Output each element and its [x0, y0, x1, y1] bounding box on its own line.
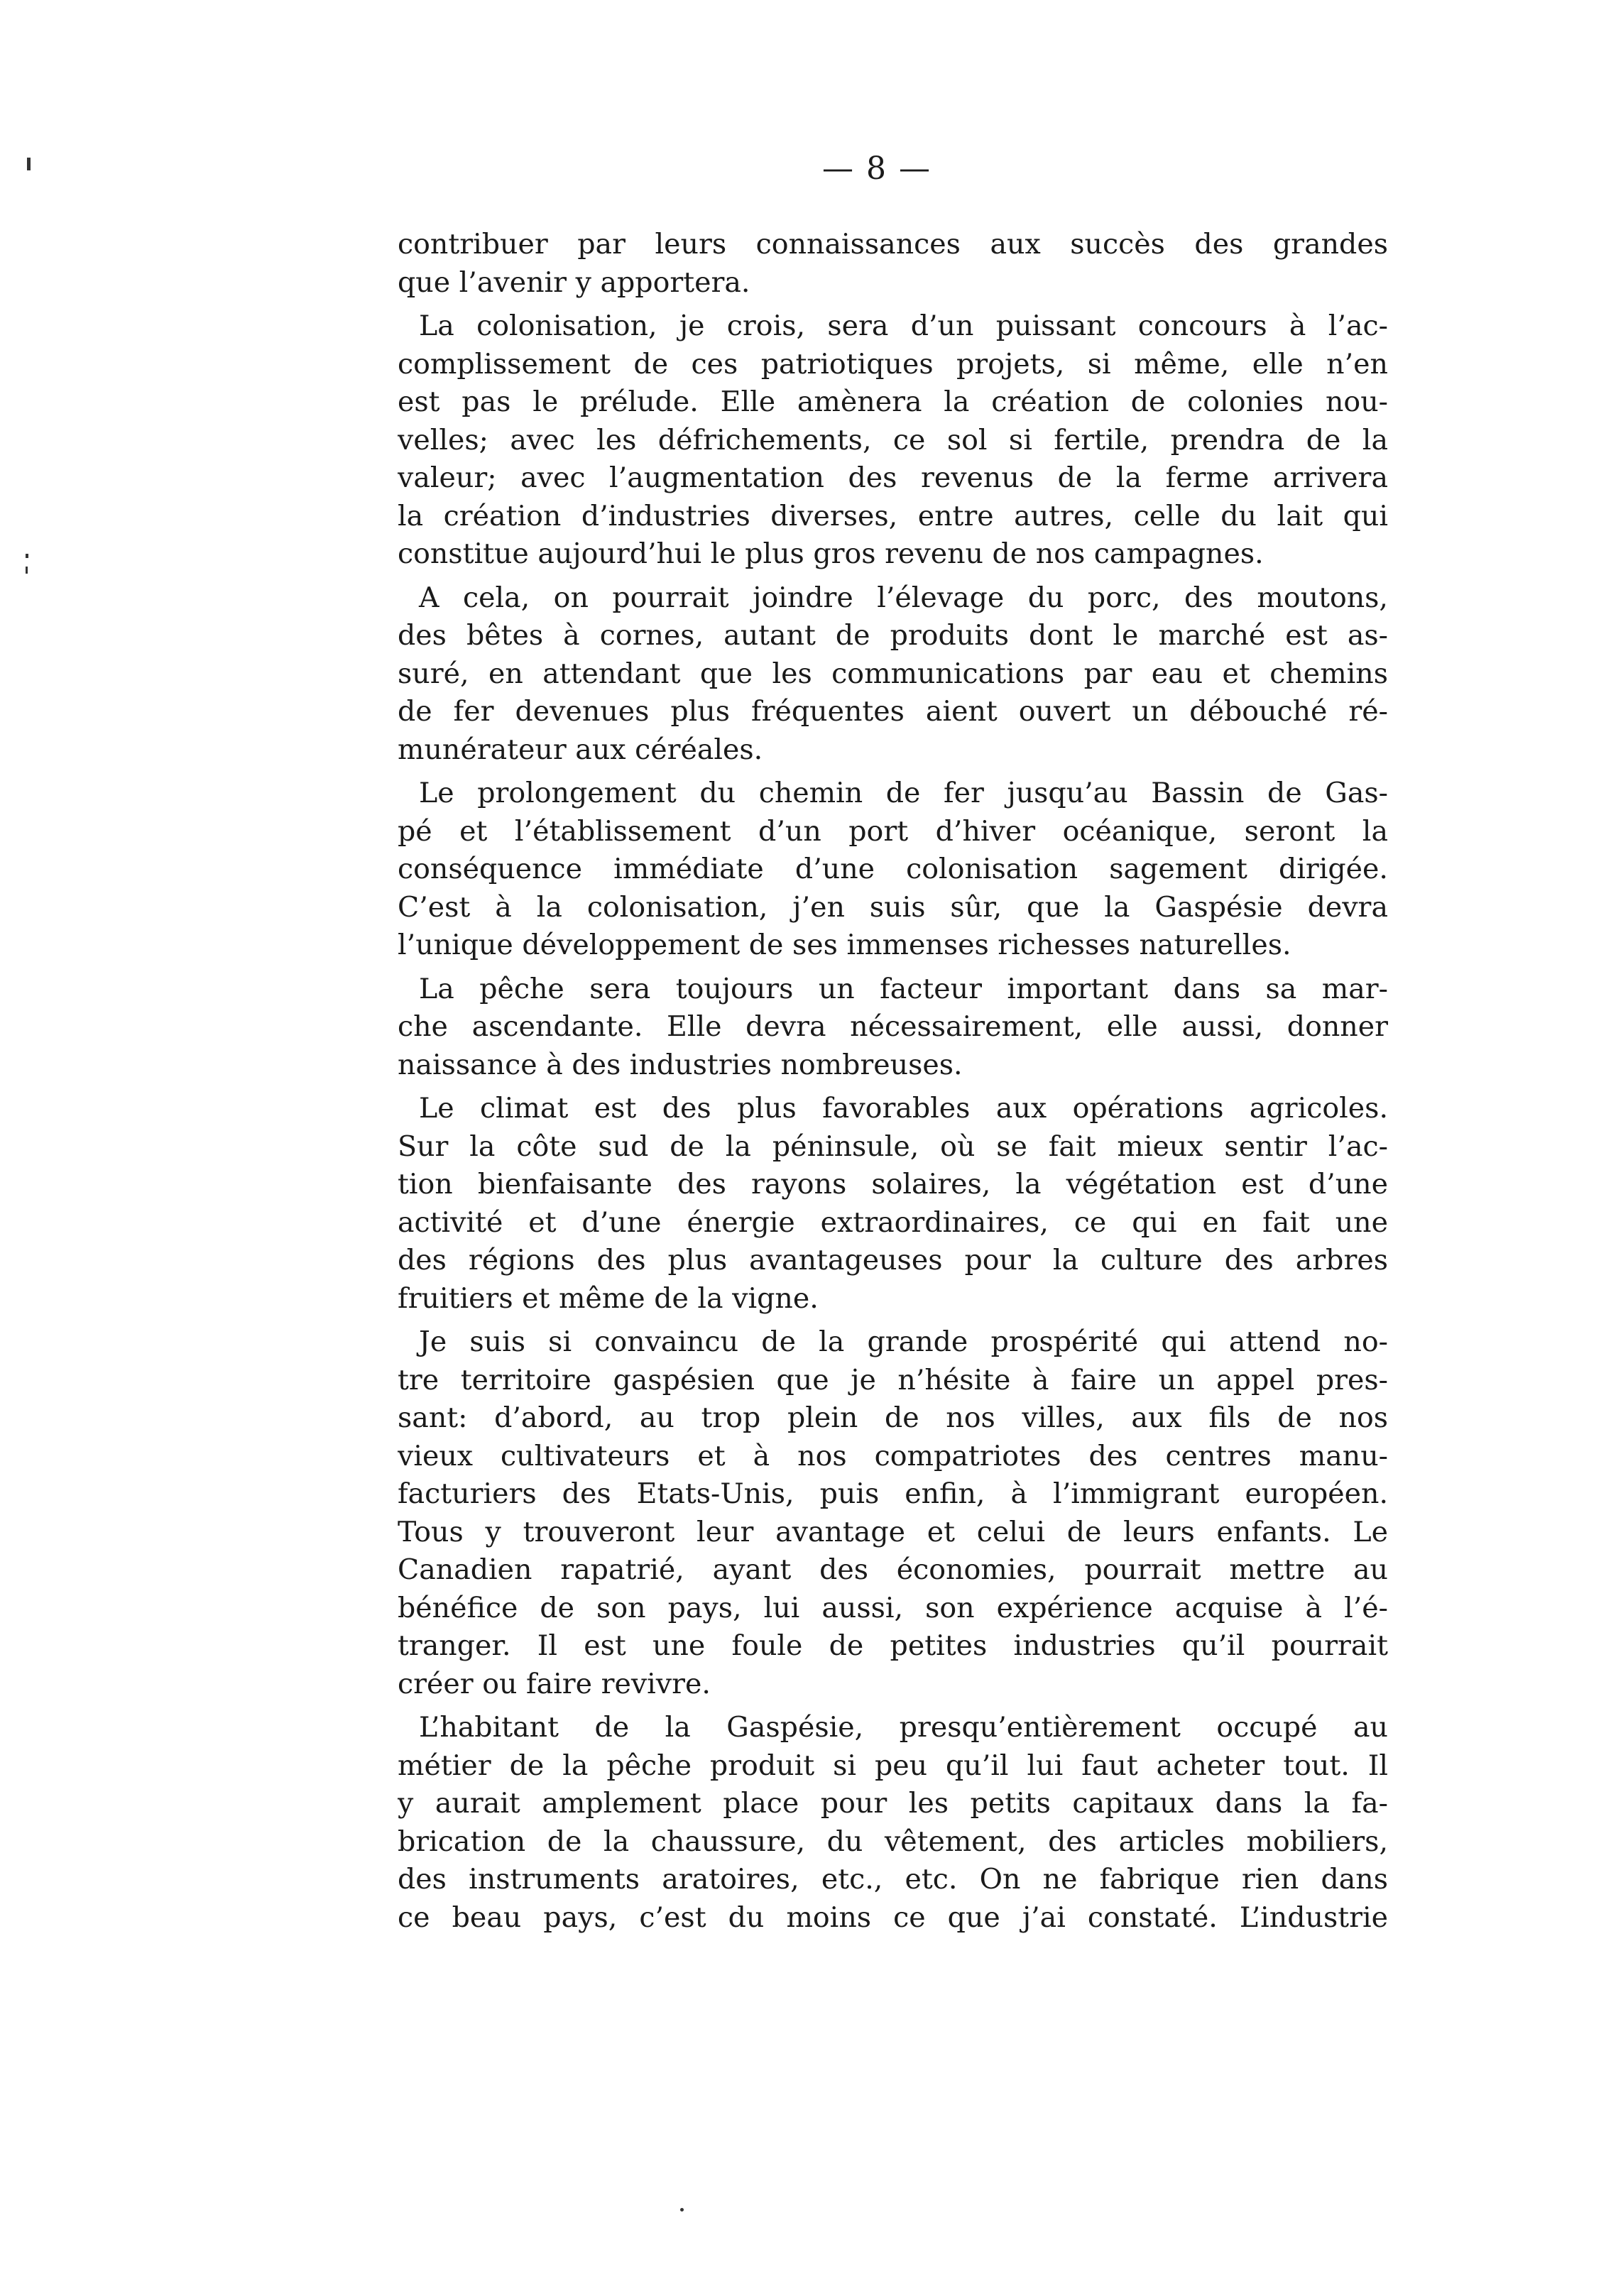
paragraph-gap	[398, 1703, 1388, 1709]
text-line: des bêtes à cornes, autant de produits dont le marché est as-	[398, 619, 1388, 652]
text-line: Le climat est des plus favorables aux opérations agricoles.	[419, 1092, 1388, 1125]
text-line: pé et l’établissement d’un port d’hiver océanique, seront la	[398, 814, 1388, 848]
text-line: che ascendante. Elle devra nécessairement, elle aussi, donner	[398, 1010, 1388, 1043]
text-line: munérateur aux céréales.	[398, 733, 763, 766]
text-line: des instruments aratoires, etc., etc. On ne fabrique rien dans	[398, 1863, 1388, 1896]
text-line: brication de la chaussure, du vêtement, des articles mobiliers,	[398, 1825, 1388, 1858]
text-line: fruitiers et même de la vigne.	[398, 1281, 819, 1315]
scan-speck	[680, 2208, 684, 2212]
paragraph	[398, 1323, 1388, 1703]
paragraph-gap	[398, 769, 1388, 775]
text-line: C’est à la colonisation, j’en suis sûr, que la Gaspésie devra	[398, 890, 1388, 924]
text-line: La colonisation, je crois, sera d’un puissant concours à l’ac-	[419, 310, 1388, 342]
text-line: La pêche sera toujours un facteur important dans sa mar-	[419, 972, 1388, 1005]
text-line: suré, en attendant que les communications par eau et chemins	[398, 657, 1388, 690]
text-line: tranger. Il est une foule de petites industries qu’il pourrait	[398, 1629, 1388, 1662]
text-line: Le prolongement du chemin de fer jusqu’au Bassin de Gas-	[419, 777, 1388, 809]
paragraph	[398, 579, 1388, 770]
paragraph-gap	[398, 965, 1388, 971]
text-line: que l’avenir y apportera.	[398, 266, 750, 299]
paragraph	[398, 226, 1388, 302]
paragraph	[398, 1090, 1388, 1318]
text-line: Tous y trouveront leur avantage et celui de leurs enfants. Le	[398, 1515, 1388, 1548]
text-line: tre territoire gaspésien que je n’hésite à faire un appel pres-	[398, 1363, 1388, 1396]
text-line: sant: d’abord, au trop plein de nos villes, aux fils de nos	[398, 1401, 1388, 1434]
paragraph	[398, 971, 1388, 1085]
text-line: constitue aujourd’hui le plus gros revenu de nos campagnes.	[398, 537, 1264, 570]
text-line: valeur; avec l’augmentation des revenus de la ferme arrivera	[398, 461, 1388, 494]
text-line: des régions des plus avantageuses pour la culture des arbres	[398, 1244, 1388, 1277]
text-line: complissement de ces patriotiques projets, si même, elle n’en	[398, 347, 1388, 381]
text-line: y aurait amplement place pour les petits capitaux dans la fa-	[398, 1787, 1388, 1820]
text-line: bénéfice de son pays, lui aussi, son expérience acquise à l’é-	[398, 1591, 1388, 1624]
paragraph-gap	[398, 574, 1388, 579]
scan-speck	[26, 567, 28, 574]
text-line: facturiers des Etats-Unis, puis enfin, à l’immigrant européen.	[398, 1477, 1388, 1510]
body-text	[398, 226, 1388, 1937]
text-line: Je suis si convaincu de la grande prospérité qui attend no-	[419, 1325, 1388, 1358]
paragraph	[398, 1709, 1388, 1937]
text-line: conséquence immédiate d’une colonisation sagement dirigée.	[398, 853, 1388, 885]
text-line: est pas le prélude. Elle amènera la création de colonies nou-	[398, 386, 1388, 418]
text-line: Sur la côte sud de la péninsule, où se fait mieux sentir l’ac-	[398, 1130, 1388, 1163]
text-line: vieux cultivateurs et à nos compatriotes des centres manu-	[398, 1439, 1388, 1472]
text-line: L’habitant de la Gaspésie, presqu’entièrement occupé au	[419, 1711, 1388, 1744]
text-line: l’unique développement de ses immenses richesses naturelles.	[398, 929, 1291, 961]
text-line: créer ou faire revivre.	[398, 1667, 711, 1700]
paragraph-gap	[398, 1084, 1388, 1090]
paragraph	[398, 307, 1388, 574]
paragraph-gap	[398, 1318, 1388, 1323]
paragraph	[398, 775, 1388, 965]
text-line: velles; avec les défrichements, ce sol si fertile, prendra de la	[398, 423, 1388, 457]
text-line: A cela, on pourrait joindre l’élevage du porc, des moutons,	[419, 581, 1388, 614]
page-number: — 8 —	[822, 151, 932, 187]
text-line: de fer devenues plus fréquentes aient ouvert un débouché ré-	[398, 695, 1388, 728]
text-line: naissance à des industries nombreuses.	[398, 1048, 963, 1081]
text-line: tion bienfaisante des rayons solaires, la végétation est d’une	[398, 1168, 1388, 1201]
text-line: la création d’industries diverses, entre autres, celle du lait qui	[398, 499, 1388, 532]
text-line: contribuer par leurs connaissances aux succès des grandes	[398, 228, 1388, 261]
scan-speck	[26, 554, 28, 558]
text-line: activité et d’une énergie extraordinaires, ce qui en fait une	[398, 1206, 1388, 1239]
paragraph-gap	[398, 302, 1388, 307]
text-line: métier de la pêche produit si peu qu’il lui faut acheter tout. Il	[398, 1749, 1388, 1782]
text-line: Canadien rapatrié, ayant des économies, pourrait mettre au	[398, 1553, 1388, 1586]
text-line: ce beau pays, c’est du moins ce que j’ai constaté. L’industrie	[398, 1901, 1388, 1934]
